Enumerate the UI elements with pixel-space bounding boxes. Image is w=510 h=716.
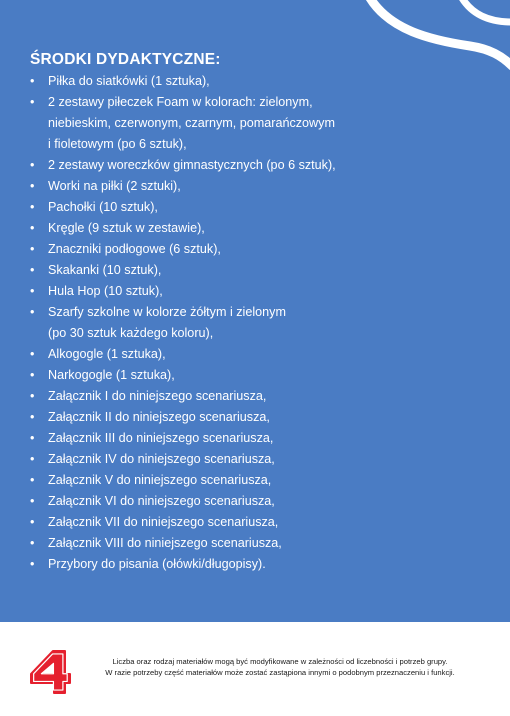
list-item <box>30 386 490 407</box>
bullet-icon: • <box>30 200 35 214</box>
bullet-icon: • <box>30 263 35 277</box>
list-item-text: Hula Hop (10 sztuk), <box>48 284 163 298</box>
list-item <box>30 239 490 260</box>
list-item <box>30 281 490 302</box>
bullet-icon: • <box>30 221 35 235</box>
footer-note <box>80 656 480 678</box>
bullet-icon: • <box>30 557 35 571</box>
bullet-icon: • <box>30 473 35 487</box>
list-item-text: Przybory do pisania (ołówki/długopisy). <box>48 557 266 571</box>
list-item-text: Załącznik V do niniejszego scenariusza, <box>48 473 272 487</box>
list-item-text: Załącznik VI do niniejszego scenariusza, <box>48 494 275 508</box>
bullet-icon: • <box>30 452 35 466</box>
footer-note-line-2: W razie potrzeby część materiałów może zostać zastąpiona innymi o podobnym przeznaczeniu i funkcji. <box>105 668 455 677</box>
bullet-icon: • <box>30 368 35 382</box>
footer <box>0 622 510 716</box>
bullet-icon: • <box>30 305 35 319</box>
bullet-icon: • <box>30 536 35 550</box>
list-item-text: 2 zestawy piłeczek Foam w kolorach: zielonym, <box>48 95 313 109</box>
list-item-text: Załącznik III do niniejszego scenariusza, <box>48 431 274 445</box>
list-item <box>30 470 490 491</box>
list-item <box>30 302 490 344</box>
list-item <box>30 92 490 155</box>
bullet-icon: • <box>30 515 35 529</box>
list-item-text: Załącznik IV do niniejszego scenariusza, <box>48 452 275 466</box>
list-item <box>30 512 490 533</box>
bullet-icon: • <box>30 242 35 256</box>
list-item-text: Znaczniki podłogowe (6 sztuk), <box>48 242 221 256</box>
bullet-icon: • <box>30 389 35 403</box>
list-item-text: 2 zestawy woreczków gimnastycznych (po 6 sztuk), <box>48 158 336 172</box>
list-item <box>30 407 490 428</box>
bullet-icon: • <box>30 284 35 298</box>
list-item-text: (po 30 sztuk każdego koloru), <box>48 326 214 340</box>
list-item <box>30 197 490 218</box>
list-item-text: Piłka do siatkówki (1 sztuka), <box>48 74 210 88</box>
list-item <box>30 176 490 197</box>
list-item <box>30 491 490 512</box>
list-item-text: Załącznik VIII do niniejszego scenariusza, <box>48 536 282 550</box>
bullet-icon: • <box>30 431 35 445</box>
list-item-text: Załącznik II do niniejszego scenariusza, <box>48 410 270 424</box>
footer-note-line-1: Liczba oraz rodzaj materiałów mogą być modyfikowane w zależności od liczebności i potrzeb grupy. <box>112 657 448 666</box>
list-item <box>30 533 490 554</box>
materials-list <box>30 71 490 575</box>
decorative-wave-lines <box>350 0 510 80</box>
list-item <box>30 428 490 449</box>
list-item <box>30 155 490 176</box>
list-item <box>30 554 490 575</box>
bullet-icon: • <box>30 158 35 172</box>
list-item-text: Worki na piłki (2 sztuki), <box>48 179 181 193</box>
bullet-icon: • <box>30 74 35 88</box>
list-item-text: Pachołki (10 sztuk), <box>48 200 158 214</box>
bullet-icon: • <box>30 179 35 193</box>
bullet-icon: • <box>30 347 35 361</box>
brand-logo-4 <box>28 648 72 696</box>
list-item-text: i fioletowym (po 6 sztuk), <box>48 137 187 151</box>
list-item-text: Skakanki (10 sztuk), <box>48 263 162 277</box>
section-heading: ŚRODKI DYDAKTYCZNE: <box>30 51 221 68</box>
list-item-text: Narkogogle (1 sztuka), <box>48 368 175 382</box>
list-item-text: Szarfy szkolne w kolorze żółtym i zielonym <box>48 305 286 319</box>
list-item-text: Alkogogle (1 sztuka), <box>48 347 166 361</box>
list-item-text: Załącznik I do niniejszego scenariusza, <box>48 389 267 403</box>
list-item-text: niebieskim, czerwonym, czarnym, pomarańczowym <box>48 116 335 130</box>
list-item <box>30 344 490 365</box>
list-item <box>30 71 490 92</box>
list-item <box>30 449 490 470</box>
list-item <box>30 260 490 281</box>
list-item-text: Załącznik VII do niniejszego scenariusza, <box>48 515 279 529</box>
list-item <box>30 218 490 239</box>
list-item-text: Kręgle (9 sztuk w zestawie), <box>48 221 205 235</box>
list-item <box>30 365 490 386</box>
bullet-icon: • <box>30 410 35 424</box>
bullet-icon: • <box>30 494 35 508</box>
bullet-icon: • <box>30 95 35 109</box>
